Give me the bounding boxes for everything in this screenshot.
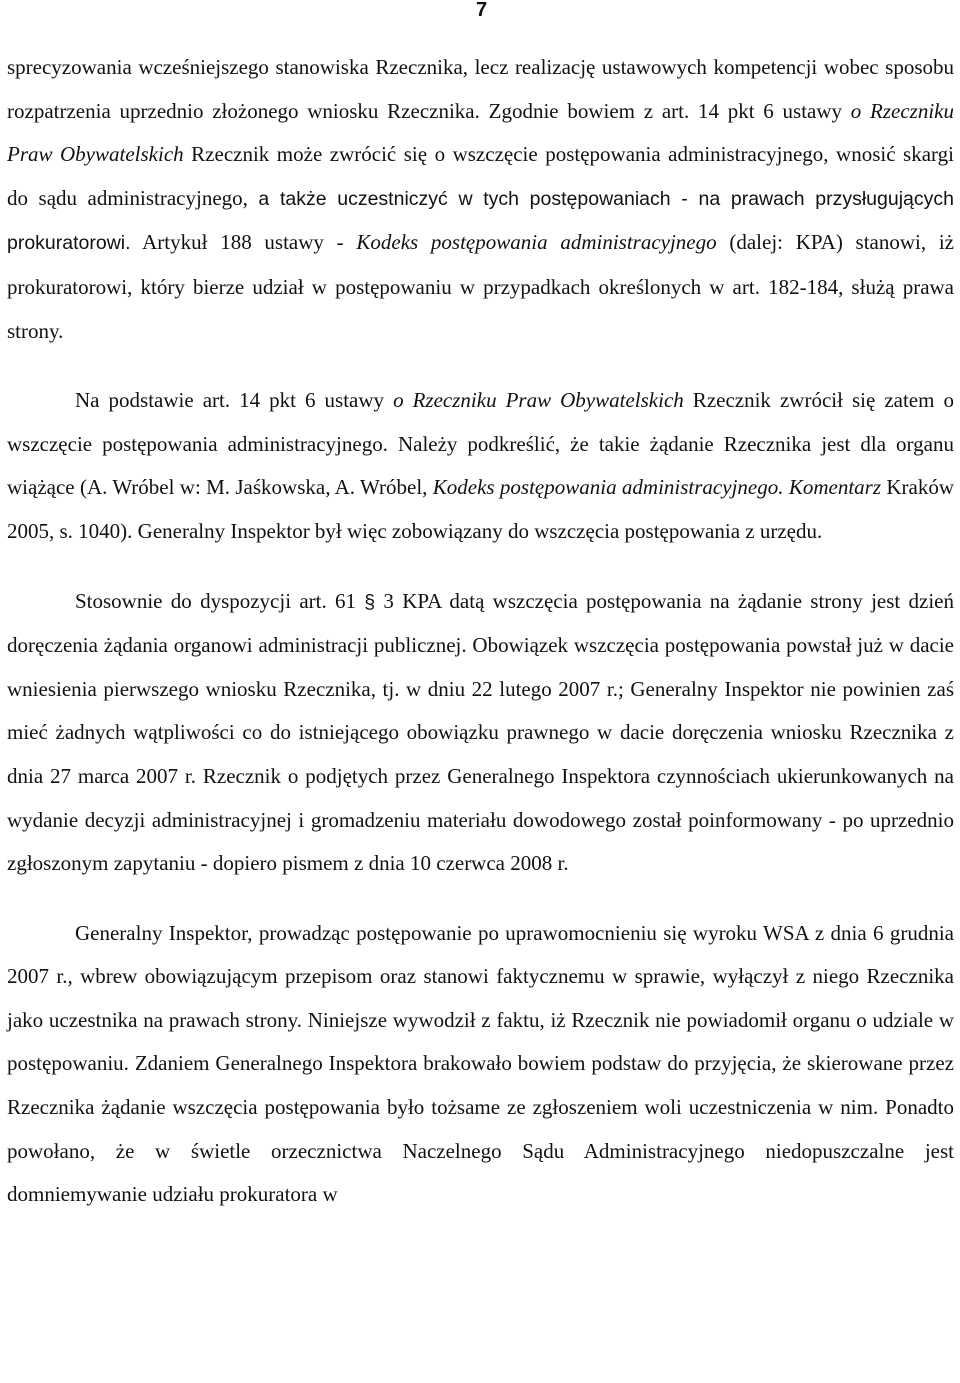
act-title-italic: o Rzeczniku Praw Obywatelskich xyxy=(393,388,684,413)
text-run: Na podstawie art. 14 pkt 6 ustawy xyxy=(75,388,394,413)
paragraph-4 xyxy=(7,912,954,1217)
text-run: Artykuł 188 ustawy - xyxy=(130,230,357,255)
paragraph-2 xyxy=(7,379,954,553)
citation-title-italic: Kodeks postępowania administracyjnego. Komentarz xyxy=(432,475,881,500)
text-run: sprecyzowania wcześniejszego stanowiska Rzecznika, lecz realizację ustawowych kompetencji wobec sposobu rozpatrzenia uprzednio złożonego wniosku Rzecznika. Zgodnie bowiem z art. 14 pkt 6 ustawy xyxy=(7,55,954,123)
text-run: Rzecznik może zwrócić się o wszczęcie postępowania administracyjnego, wnosić skargi do sądu administracyjnego, xyxy=(7,142,954,210)
text-run: (dalej: KPA) stanowi, iż prokuratorowi, który bierze udział w postępowaniu w przypadkach określonych w art. 182-184, służą prawa strony. xyxy=(7,230,955,343)
paragraph-3 xyxy=(7,580,954,886)
section-sign: § xyxy=(364,590,376,613)
document-body xyxy=(7,46,954,1217)
text-run: 3 KPA datą wszczęcia postępowania na żądanie strony jest dzień doręczenia żądania organowi administracji publicznej. Obowiązek wszczęcia postępowania powstał już w dacie wniesienia pierwszego wniosku Rzecznika, tj. w dniu 22 lutego 2007 r.; Generalny Inspektor nie powinien zaś mieć żadnych wątpliwości co do istniejącego obowiązku prawnego w dacie doręczenia wniosku Rzecznika z dnia 27 marca 2007 r. Rzecznik o podjętych przez Generalnego Inspektora czynnościach ukierunkowanych na wydanie decyzji administracyjnej i gromadzeniu materiału dowodowego został poinformowany - po uprzednio zgłoszonym zapytaniu - dopiero pismem z dnia 10 czerwca 2008 r. xyxy=(7,588,955,876)
text-run: Stosownie do dyspozycji art. 61 xyxy=(75,588,365,613)
paragraph-1 xyxy=(7,46,954,353)
text-run: Rzecznik zwrócił się zatem o wszczęcie postępowania administracyjnego. Należy podkreślić, że takie żądanie Rzecznika jest dla organu wiążące (A. Wróbel w: M. Jaśkowska, A. Wróbel, xyxy=(7,388,954,500)
text-run-sans: a także uczestniczyć w tych postępowaniach - na prawach przysługujących prokuratorowi. xyxy=(7,187,954,255)
text-run: Kraków 2005, s. 1040). Generalny Inspektor był więc zobowiązany do wszczęcia postępowania z urzędu. xyxy=(7,475,954,543)
text-run: Generalny Inspektor, prowadząc postępowanie po uprawomocnieniu się wyroku WSA z dnia 6 grudnia 2007 r., wbrew obowiązującym przepisom oraz stanowi faktycznemu w sprawie, wyłączył z niego Rzecznika jako uczestnika na prawach strony. Niniejsze wywodził z faktu, iż Rzecznik nie powiadomił organu o udziale w postępowaniu. Zdaniem Generalnego Inspektora brakowało bowiem podstaw do przyjęcia, że skierowane przez Rzecznika żądanie wszczęcia postępowania było tożsame ze zgłoszeniem woli uczestniczenia w nim. Ponadto powołano, że w świetle orzecznictwa Naczelnego Sądu Administracyjnego niedopuszczalne jest domniemywanie udziału prokuratora w xyxy=(7,920,954,1207)
act-title-italic: o Rzeczniku Praw Obywatelskich xyxy=(7,98,954,167)
page-number: 7 xyxy=(476,0,488,21)
code-title-italic: Kodeks postępowania administracyjnego xyxy=(356,230,717,255)
